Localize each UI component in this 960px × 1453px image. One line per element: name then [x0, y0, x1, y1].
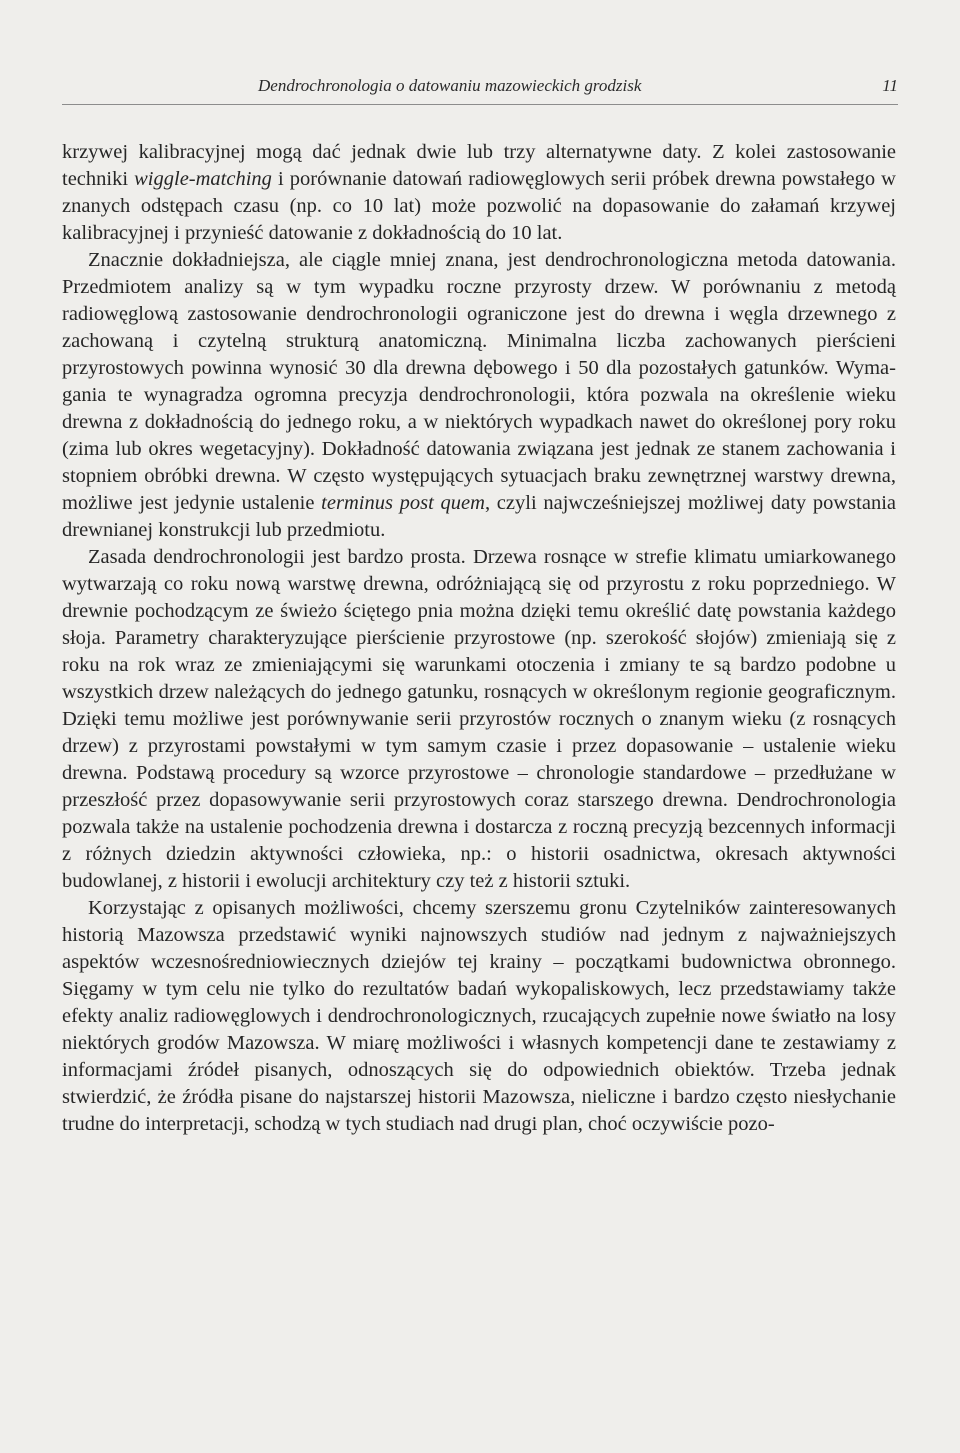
italic-term: wiggle-matching [134, 168, 272, 190]
text-run: Korzystając z opisanych możliwości, chcemy szerszemu gronu Czytelników zainteresowanych historią Mazowsza przedstawić wyniki najnowszych studiów nad jednym z najważniejszych aspektów wczesnośredniowiecznych dziejów tej krainy – początkami budownictwa obronnego. Sięgamy w tym celu nie tylko do rezultatów badań wykopaliskowych, lecz przedstawiamy także efekty analiz radiowęglowych i dendrochronologicznych, rzucających zupełnie nowe światło na losy niektórych grodów Mazowsza. W miarę możliwości i własnych kompetencji dane te zestawiamy z informacjami źródeł pisanych, odnoszących się do odpowiednich obiektów. Trzeba jednak stwierdzić, że źródła pisane do najstarszej historii Mazowsza, nieliczne i bardzo często niesłychanie trudne do interpretacji, schodzą w tych studiach nad drugi plan, choć oczywiście pozo- [62, 897, 896, 1135]
text-run: Zasada dendrochronologii jest bardzo prosta. Drzewa rosnące w strefie klimatu umiarkowanego wytwarzają co roku nową warstwę drewna, odróżniającą się od przyrostu z roku poprzedniego. W drewnie pochodzącym ze świeżo ściętego pnia można dzięki temu określić datę powstania każdego słoja. Parametry charakteryzujące pierścienie przyrostowe (np. szerokość słojów) zmieniają się z roku na rok wraz ze zmieniającymi się warunkami otoczenia i zmiany te są bardzo podobne u wszystkich drzew należących do jednego gatunku, rosnących w określonym regionie geograficznym. Dzięki temu możliwe jest porównywanie serii przyrostów rocznych o znanym wieku (z rosnących drzew) z przyrostami powstałymi w tym samym czasie i przez dopasowanie – ustalenie wieku drewna. Podstawą procedury są wzorce przyrostowe – chronologie standardowe – przedłużane w przeszłość przez dopasowywanie serii przyrostowych coraz starszego drewna. Dendrochronologia pozwala także na ustalenie pochodzenia drewna i dostarcza z roczną precyzją bezcennych informacji z różnych dziedzin aktywności człowieka, np.: o historii osadnictwa, okresach aktywności budowlanej, z historii i ewolucji architektury czy też z historii sztuki. [62, 546, 896, 892]
running-title: Dendrochronologia o datowaniu mazowieckich grodzisk [258, 76, 642, 95]
paragraph [62, 139, 896, 247]
text-run: , czyli najwcześniejszej możliwej daty powstania drewnianej konstrukcji lub przedmiotu. [62, 492, 896, 541]
text-run: Znacznie dokładniejsza, ale ciągle mniej znana, jest dendrochronologiczna metoda datowania. Przedmiotem analizy są w tym wypadku roczne przyrosty drzew. W porównaniu z metodą radiowęglową zastosowanie dendrochronologii ograniczone jest do drewna i węgla drzewnego z zachowaną i czytelną strukturą anatomiczną. Minimalna liczba zachowanych pierścieni przyrostowych powinna wynosić 30 dla drewna dębowego i 50 dla pozostałych gatunków. Wymagania te wynagradza ogromna precyzja dendrochronologii, która pozwala na określenie wieku drewna z dokładnością do jednego roku, a w niektórych wypadkach nawet do określonej pory roku (zima lub okres wegetacyjny). Dokładność datowania związana jest jednak ze stanem zachowania i stopniem obróbki drewna. W często występujących sytuacjach braku zewnętrznej warstwy drewna, możliwe jest jedynie ustalenie [62, 249, 896, 514]
header-rule [62, 104, 898, 105]
paragraph [62, 544, 896, 895]
italic-term: terminus post quem [321, 492, 485, 514]
running-head [62, 76, 898, 100]
paragraph [62, 247, 896, 544]
paragraph [62, 895, 896, 1138]
body-text [62, 139, 896, 1138]
page-number: 11 [882, 76, 898, 95]
text-run: i porównanie datowań radiowęglowych serii próbek drewna powstałego w znanych odstępach czasu (np. co 10 lat) może pozwolić na dopasowanie do załamań krzywej kalibracyjnej i przynieść datowanie z dokładnością do 10 lat. [62, 168, 896, 244]
text-run: krzywej kalibracyjnej mogą dać jednak dwie lub trzy alternatywne daty. Z kolei zastosowanie techniki [62, 141, 896, 190]
